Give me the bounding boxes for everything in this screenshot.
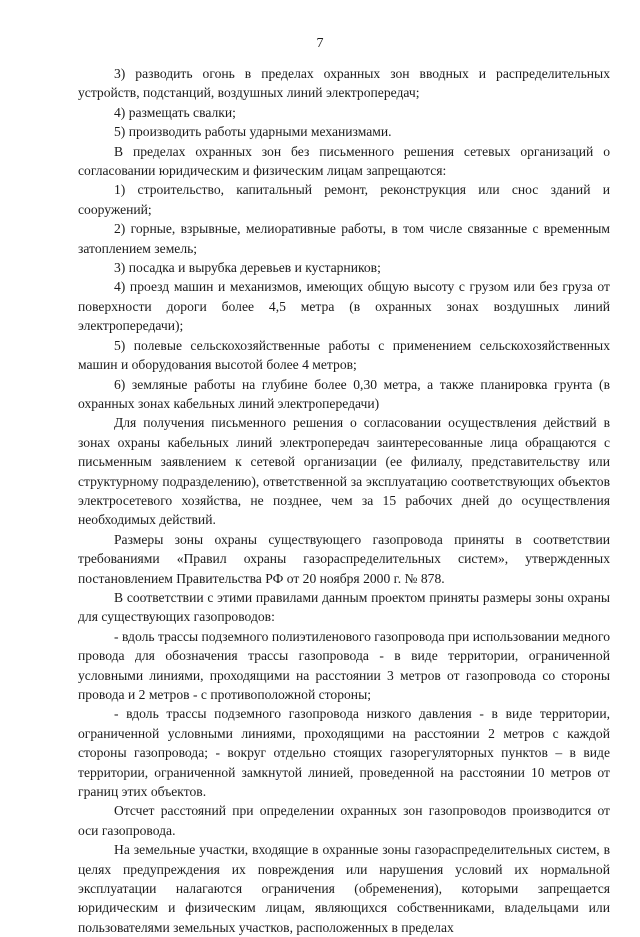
paragraph-polyethylene-pipeline: - вдоль трассы подземного полиэтиленового газопровода при использовании медного провода для обозначения трассы газопровода - в виде территории, ограниченной условными линиями, проходящими на расстоянии 3 метров от газопровода со стороны провода и 2 метров - с противоположной стороны;: [78, 628, 610, 702]
paragraph-field-works: 5) полевые сельскохозяйственные работы с применением сельскохозяйственных машин и оборудования высотой более 4 метров;: [78, 337, 610, 373]
paragraph-mining-works: 2) горные, взрывные, мелиоративные работы, в том числе связанные с временным затоплением земель;: [78, 221, 610, 256]
paragraph-permission-intro: В пределах охранных зон без письменного решения сетевых организаций о согласовании юридическим и физическим лицам запрещаются:: [78, 143, 610, 179]
paragraph-gas-rules: В соответствии с этими правилами данным проектом приняты размеры зоны охраны для существующих газопроводов:: [78, 589, 610, 625]
page-number: 7: [316, 36, 324, 51]
paragraph-tree-planting: 3) посадка и вырубка деревьев и кустарников;: [114, 260, 381, 276]
paragraph-distance-reference: Отсчет расстояний при определении охранных зон газопроводов производится от оси газопровода.: [78, 803, 610, 838]
document-body: [78, 64, 610, 937]
paragraph-construction: 1) строительство, капитальный ремонт, реконструкция или снос зданий и сооружений;: [78, 182, 610, 217]
paragraph-vehicle-passage: 4) проезд машин и механизмов, имеющих общую высоту с грузом или без груза от поверхности дороги более 4,5 метра (в охранных зонах воздушных линий электропередачи);: [78, 279, 610, 334]
paragraph-written-permission: Для получения письменного решения о согласовании осуществления действий в зонах охраны кабельных линий электропередач заинтересованные лица обращаются с письменным заявлением к сетевой организации (ее филиалу, представительству или структурному подразделению), ответственной за эксплуатацию соответствующих объектов электросетевого хозяйства, не позднее, чем за 15 рабочих дней до осуществления необходимых действий.: [78, 415, 610, 528]
paragraph-earthworks: 6) земляные работы на глубине более 0,30 метра, а также планировка грунта (в охранных зонах кабельных линий электропередачи): [78, 376, 610, 411]
paragraph-low-pressure-pipeline: - вдоль трассы подземного газопровода низкого давления - в виде территории, ограниченной условными линиями, проходящими на расстоянии 2 метров с каждой стороны газопровода; - вокруг отдельно стоящих газорегуляторных пунктов – в виде территории, ограниченной замкнутой линией, проведенной на расстоянии 10 метров от границ этих объектов.: [78, 706, 610, 800]
paragraph-gas-zone-size: Размеры зоны охраны существующего газопровода приняты в соответствии требованиями «Правил охраны газораспределительных систем», утвержденных постановлением Правительства РФ от 20 ноября 2000 г. № 878.: [78, 531, 610, 586]
paragraph-ban-impact-mechanisms: 5) производить работы ударными механизмами.: [114, 124, 392, 140]
paragraph-ban-dumps: 4) размещать свалки;: [114, 104, 236, 120]
paragraph-ban-fire: 3) разводить огонь в пределах охранных зон вводных и распределительных устройств, подстанций, воздушных линий электропередач;: [78, 66, 610, 101]
paragraph-land-restrictions: На земельные участки, входящие в охранные зоны газораспределительных систем, в целях предупреждения их повреждения или нарушения условий их нормальной эксплуатации налагаются ограничения (обременения), которыми запрещается юридическим и физическим лицам, являющихся собственниками, владельцами или пользователями земельных участков, расположенных в пределах: [78, 842, 610, 935]
